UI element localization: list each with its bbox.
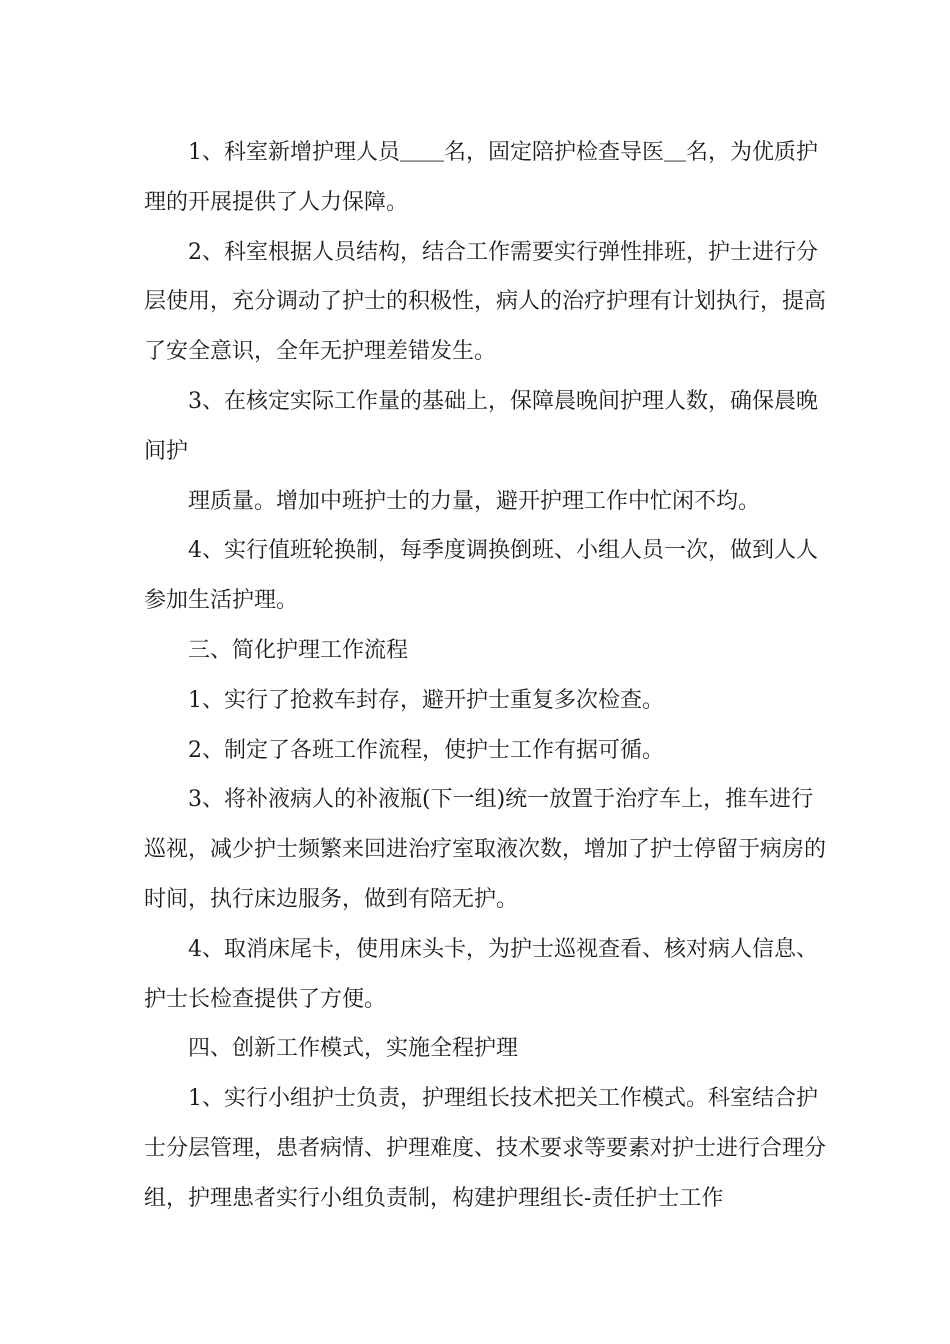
paragraph: 理质量。增加中班护士的力量，避开护理工作中忙闲不均。 xyxy=(188,488,761,514)
paragraph: 2、制定了各班工作流程，使护士工作有据可循。 xyxy=(188,737,664,763)
document-body xyxy=(144,128,834,1224)
paragraph: 1、实行了抢救车封存，避开护士重复多次检查。 xyxy=(188,687,664,713)
paragraph: 4、实行值班轮换制，每季度调换倒班、小组人员一次，做到人人参加生活护理。 xyxy=(144,538,818,614)
paragraph: 3、在核定实际工作量的基础上，保障晨晚间护理人数，确保晨晚间护 xyxy=(144,388,818,464)
paragraph: 4、取消床尾卡，使用床头卡，为护士巡视查看、核对病人信息、护士长检查提供了方便。 xyxy=(144,936,818,1012)
paragraph: 1、实行小组护士负责，护理组长技术把关工作模式。科室结合护士分层管理，患者病情、护理难度、技术要求等要素对护士进行合理分组，护理患者实行小组负责制，构建护理组长-责任护士工作 xyxy=(144,1086,827,1211)
paragraph: 3、将补液病人的补液瓶(下一组)统一放置于治疗车上，推车进行巡视，减少护士频繁来回进治疗室取液次数，增加了护士停留于病房的时间，执行床边服务，做到有陪无护。 xyxy=(144,787,827,912)
paragraph: 2、科室根据人员结构，结合工作需要实行弹性排班，护士进行分层使用，充分调动了护士的积极性，病人的治疗护理有计划执行，提高了安全意识，全年无护理差错发生。 xyxy=(144,239,827,365)
paragraph: 1、科室新增护理人员＿＿名，固定陪护检查导医＿名，为优质护理的开展提供了人力保障。 xyxy=(144,140,818,215)
section-heading: 四、创新工作模式，实施全程护理 xyxy=(188,1036,519,1062)
section-heading: 三、简化护理工作流程 xyxy=(188,637,409,663)
